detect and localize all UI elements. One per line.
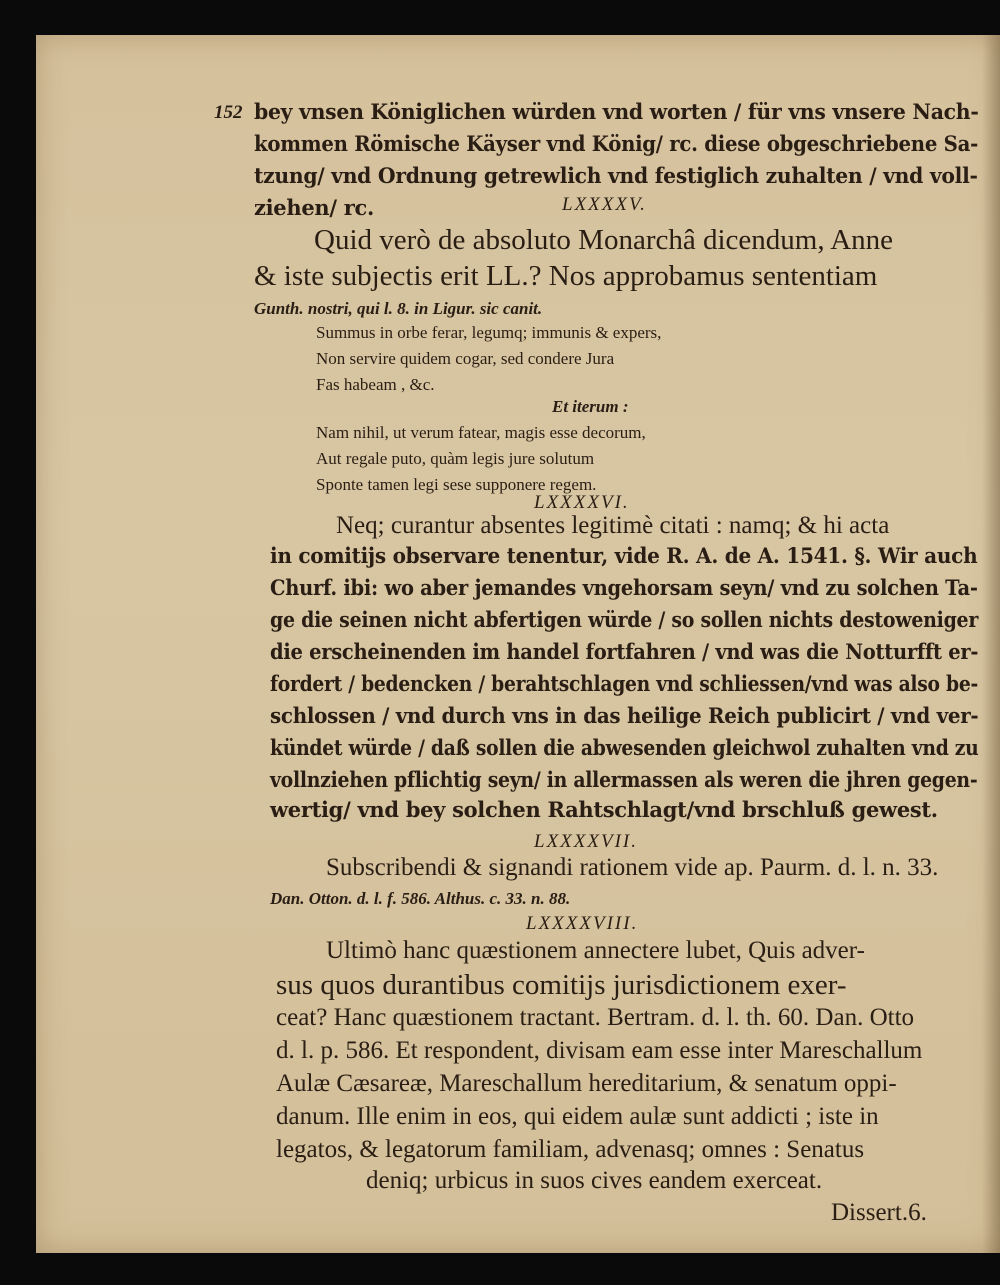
text-line: Ultimò hanc quæstionem annectere lubet, Quis adver- [326, 937, 865, 964]
page-text [36, 35, 1000, 1253]
book-page [36, 35, 1000, 1253]
text-line: Subscribendi & signandi rationem vide ap. Paurm. d. l. n. 33. [326, 854, 939, 881]
text-line: ge die seinen nicht abfertigen würde / so sollen nichts destoweniger [270, 607, 979, 632]
section-number: LXXXXV. [562, 194, 647, 215]
text-line: in comitijs observare tenentur, vide R. A. de A. 1541. §. Wir auch [270, 543, 978, 568]
text-line: kündet würde / daß sollen die abwesenden gleichwol zuhalten vnd zu [270, 735, 979, 760]
text-line: die erscheinenden im handel fortfahren / vnd was die Notturfft er- [270, 639, 979, 664]
text-line: sus quos durantibus comitijs jurisdictionem exer- [276, 969, 847, 1001]
text-line: fordert / bedencken / berahtschlagen vnd schliessen/vnd was also be- [270, 671, 978, 696]
text-line: & iste subjectis erit LL.? Nos approbamus sententiam [254, 260, 878, 292]
section-number: LXXXXVI. [534, 492, 630, 513]
catchword: Dissert.6. [831, 1199, 927, 1226]
text-line: deniq; urbicus in suos cives eandem exerceat. [366, 1167, 823, 1194]
page-number: 152 [214, 102, 243, 123]
text-line: kommen Römische Käyser vnd König/ rc. diese obgeschriebene Sa- [254, 131, 978, 156]
verse-line: Sponte tamen legi sese supponere regem. [316, 475, 597, 494]
text-line: danum. Ille enim in eos, qui eidem aulæ sunt addicti ; iste in [276, 1103, 879, 1130]
verse-line: Fas habeam , &c. [316, 375, 435, 394]
citation-line: Dan. Otton. d. l. f. 586. Althus. c. 33. n. 88. [270, 889, 571, 908]
section-number: LXXXXVII. [534, 831, 639, 852]
text-line: legatos, & legatorum familiam, advenasq; omnes : Senatus [276, 1136, 865, 1163]
text-line: Aulæ Cæsareæ, Mareschallum hereditarium, & senatum oppi- [276, 1070, 897, 1097]
text-line: Neq; curantur absentes legitimè citati : namq; & hi acta [336, 512, 890, 539]
text-line: schlossen / vnd durch vns in das heilige Reich publicirt / vnd ver- [270, 703, 979, 728]
text-line: ceat? Hanc quæstionem tractant. Bertram. d. l. th. 60. Dan. Otto [276, 1004, 915, 1031]
text-line: wertig/ vnd bey solchen Rahtschlagt/vnd brschluß gewest. [270, 797, 938, 822]
section-number: LXXXXVIII. [526, 913, 639, 934]
text-line: Quid verò de absoluto Monarchâ dicendum, Anne [314, 224, 894, 256]
verse-line: Summus in orbe ferar, legumq; immunis & expers, [316, 323, 662, 342]
text-line: bey vnsen Königlichen würden vnd worten / für vns vnsere Nach- [254, 99, 979, 124]
text-line: Churf. ibi: wo aber jemandes vngehorsam seyn/ vnd zu solchen Ta- [270, 575, 978, 600]
citation-line: Gunth. nostri, qui l. 8. in Ligur. sic canit. [254, 299, 543, 318]
verse-line: Non servire quidem cogar, sed condere Jura [316, 349, 615, 368]
text-line: vollnziehen pflichtig seyn/ in allermassen als weren die jhren gegen- [270, 767, 978, 792]
text-line: ziehen/ rc. [254, 195, 375, 220]
text-line: tzung/ vnd Ordnung getrewlich vnd festiglich zuhalten / vnd voll- [254, 163, 978, 188]
text-line: d. l. p. 586. Et respondent, divisam eam esse inter Mareschallum [276, 1037, 923, 1064]
verse-line: Aut regale puto, quàm legis jure solutum [316, 449, 595, 468]
verse-line: Nam nihil, ut verum fatear, magis esse decorum, [316, 423, 646, 442]
verse-heading: Et iterum : [552, 397, 629, 416]
